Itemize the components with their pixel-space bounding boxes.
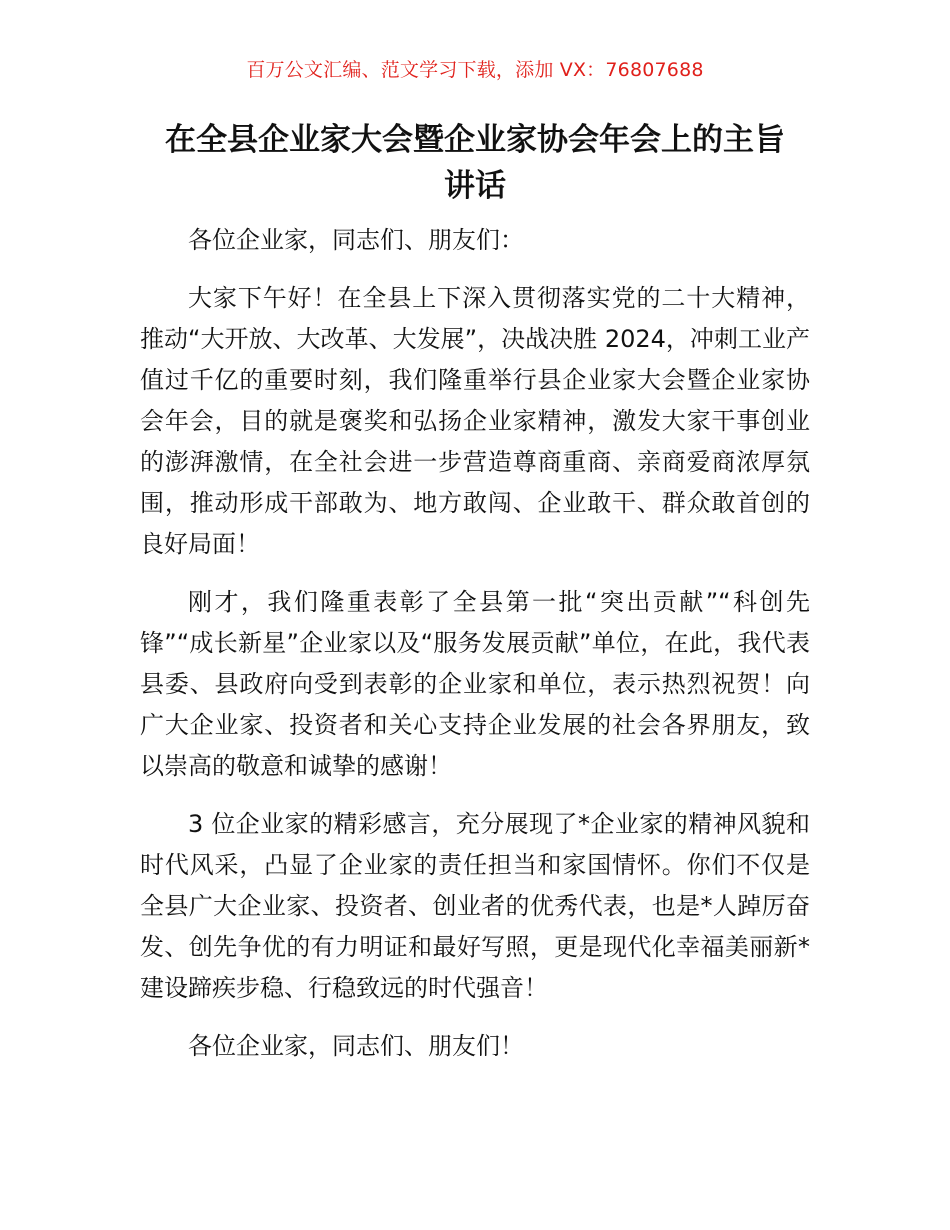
watermark-header: 百万公文汇编、范文学习下载，添加 VX：76807688: [246, 59, 704, 81]
body-paragraph: 大家下午好！在全县上下深入贯彻落实党的二十大精神，推动“大开放、大改革、大发展”，决战决胜 2024，冲刺工业产值过千亿的重要时刻，我们隆重举行县企业家大会暨企业家协会年会，目的就是褒奖和弘扬企业家精神，激发大家干事创业的澎湃激情，在全社会进一步营造尊商重商、亲商爱商浓厚氛围，推动形成干部敢为、地方敢闯、企业敢干、群众敢首创的良好局面！: [140, 284, 810, 558]
document-body: [140, 220, 810, 1084]
salutation-paragraph: 各位企业家，同志们、朋友们！: [188, 1032, 524, 1060]
title-line-2: 讲话: [444, 168, 506, 204]
body-paragraph: 3 位企业家的精彩感言，充分展现了*企业家的精神风貌和时代风采，凸显了企业家的责任担当和家国情怀。你们不仅是全县广大企业家、投资者、创业者的优秀代表，也是*人踔厉奋发、创先争优的有力明证和最好写照，更是现代化幸福美丽新*建设蹄疾步稳、行稳致远的时代强音！: [140, 810, 810, 1002]
body-paragraph: 刚才，我们隆重表彰了全县第一批“突出贡献”“科创先锋”“成长新星”企业家以及“服务发展贡献”单位，在此，我代表县委、县政府向受到表彰的企业家和单位，表示热烈祝贺！向广大企业家、投资者和关心支持企业发展的社会各界朋友，致以崇高的敬意和诚挚的感谢！: [140, 588, 810, 780]
salutation-paragraph: 各位企业家，同志们、朋友们：: [188, 226, 524, 254]
title-line-1: 在全县企业家大会暨企业家协会年会上的主旨: [165, 122, 785, 158]
page-title: [140, 117, 810, 209]
